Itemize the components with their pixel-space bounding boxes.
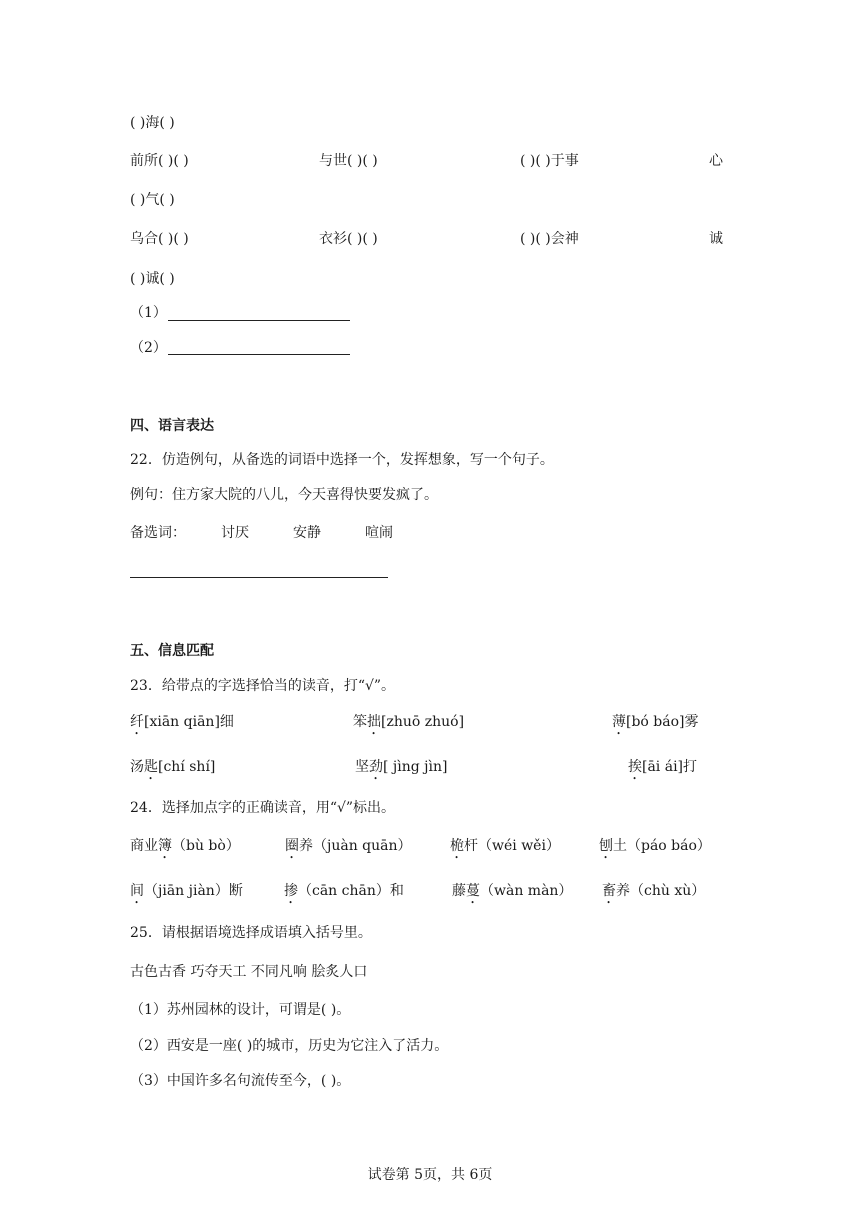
- q24-item-1: 商业簿（bù bò）: [130, 838, 240, 854]
- answer-line-2[interactable]: [168, 354, 350, 355]
- idiom-row-3-c: ( )( )会神: [520, 231, 579, 247]
- idiom-row-1-d: 心: [709, 153, 723, 169]
- q23-item-3: 薄[bó báo]雾: [612, 714, 699, 730]
- options-label: 备选词：: [130, 525, 186, 541]
- question-24: 24．选择加点字的正确读音，用“√”标出。: [130, 800, 396, 816]
- q24-item-8: 畜养（chù xù）: [602, 883, 706, 899]
- answer-label-1: （1）: [130, 305, 167, 321]
- q24-item-6: 掺（cān chān）和: [284, 883, 404, 899]
- q24-item-2: 圈养（juàn quān）: [285, 838, 412, 854]
- answer-label-2: （2）: [130, 340, 167, 356]
- idiom-row-3-d: 诚: [709, 231, 723, 247]
- question-23: 23．给带点的字选择恰当的读音，打“√”。: [130, 678, 396, 694]
- q23-item-4: 汤匙[chí shí]: [130, 759, 216, 775]
- q24-item-3: 桅杆（wéi wěi）: [450, 838, 560, 854]
- answer-line-1[interactable]: [168, 320, 350, 321]
- q23-item-5: 坚劲[ jìng jìn]: [355, 759, 448, 775]
- q25-item-1: （1）苏州园林的设计，可谓是( )。: [130, 1002, 351, 1018]
- q25-item-2: （2）西安是一座( )的城市，历史为它注入了活力。: [130, 1038, 449, 1054]
- idiom-row-2: ( )气( ): [130, 192, 175, 208]
- idiom-row-1-a: 前所( )( ): [130, 153, 189, 169]
- section-4-heading: 四、语言表达: [130, 418, 214, 434]
- idiom-row-3-a: 乌合( )( ): [130, 231, 189, 247]
- option-word-1: 讨厌: [221, 525, 249, 541]
- idiom-row-1-b: 与世( )( ): [319, 153, 378, 169]
- idiom-row-1-c: ( )( )于事: [520, 153, 579, 169]
- page-footer: 试卷第 5页，共 6页: [367, 1167, 493, 1183]
- idiom-row-4: ( )诚( ): [130, 271, 175, 287]
- q23-item-6: 挨[āi ái]打: [628, 759, 698, 775]
- question-25: 25．请根据语境选择成语填入括号里。: [130, 925, 372, 941]
- option-word-3: 喧闹: [365, 525, 393, 541]
- option-word-2: 安静: [293, 525, 321, 541]
- section-5-heading: 五、信息匹配: [130, 643, 214, 659]
- idiom-row-0: ( )海( ): [130, 115, 175, 131]
- idiom-row-3-b: 衣衫( )( ): [319, 231, 378, 247]
- q23-item-2: 笨拙[zhuō zhuó]: [353, 714, 465, 730]
- example-sentence: 例句：住方家大院的八儿，今天喜得快要发疯了。: [130, 487, 438, 503]
- q24-item-4: 刨土（páo báo）: [599, 838, 711, 854]
- q24-item-5: 间（jiān jiàn）断: [130, 883, 243, 899]
- q24-item-7: 藤蔓（wàn màn）: [452, 883, 573, 899]
- answer-line-22[interactable]: [130, 577, 388, 578]
- question-22: 22．仿造例句，从备选的词语中选择一个，发挥想象，写一个句子。: [130, 452, 554, 468]
- q25-item-3: （3）中国许多名句流传至今，( )。: [130, 1073, 351, 1089]
- q25-options: 古色古香 巧夺天工 不同凡响 脍炙人口: [130, 964, 368, 980]
- q23-item-1: 纤[xiān qiān]细: [130, 714, 234, 730]
